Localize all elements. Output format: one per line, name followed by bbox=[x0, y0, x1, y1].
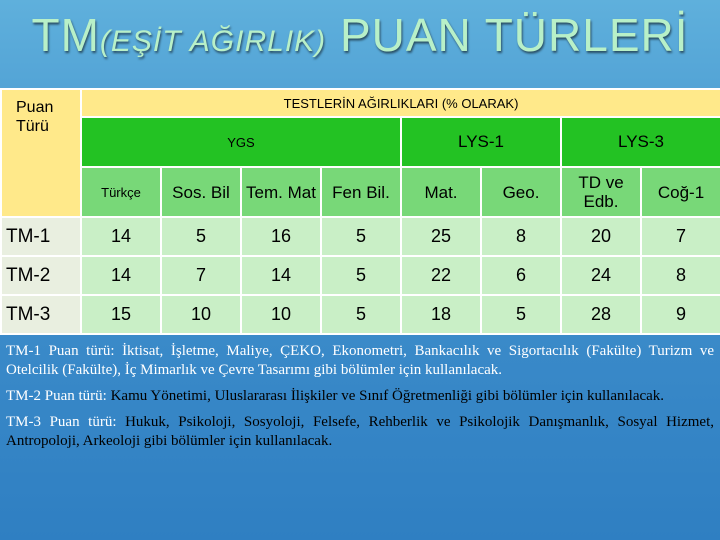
table-cell: 5 bbox=[481, 295, 561, 334]
note-text: Hukuk, Psikoloji, Sosyoloji, Felsefe, Rehberlik ve Psikolojik Danışmanlık, Sosyal Hizmet, Antropoloji, Arkeoloji gibi bölümler için kullanılacak. bbox=[6, 414, 714, 449]
table-row bbox=[1, 256, 720, 295]
table-cell: 22 bbox=[401, 256, 481, 295]
group-lys1: LYS-1 bbox=[401, 117, 561, 167]
note-tm2 bbox=[6, 387, 714, 406]
group-ygs: YGS bbox=[81, 117, 401, 167]
title-main-suffix: PUAN TÜRLERİ bbox=[326, 9, 689, 61]
table-cell: 10 bbox=[161, 295, 241, 334]
note-label: TM-2 Puan türü: bbox=[6, 388, 107, 404]
title-main-prefix: TM bbox=[31, 9, 100, 61]
table-row bbox=[1, 217, 720, 256]
col-turkce: Türkçe bbox=[81, 167, 161, 217]
table-row bbox=[1, 295, 720, 334]
note-tm1 bbox=[6, 342, 714, 380]
table-cell: 10 bbox=[241, 295, 321, 334]
table-cell: 28 bbox=[561, 295, 641, 334]
weights-table bbox=[0, 88, 720, 335]
page-title bbox=[0, 8, 720, 62]
table-cell: 18 bbox=[401, 295, 481, 334]
table-cell: 15 bbox=[81, 295, 161, 334]
table-cell: 16 bbox=[241, 217, 321, 256]
table-cell: 8 bbox=[481, 217, 561, 256]
table-cell: 24 bbox=[561, 256, 641, 295]
table-cell: 9 bbox=[641, 295, 720, 334]
table-cell: 20 bbox=[561, 217, 641, 256]
table-cell: 7 bbox=[161, 256, 241, 295]
row-header: Puan Türü bbox=[1, 89, 81, 217]
table-cell: 5 bbox=[321, 217, 401, 256]
col-mat: Mat. bbox=[401, 167, 481, 217]
col-td-edb: TD ve Edb. bbox=[561, 167, 641, 217]
row-name-tm3: TM-3 bbox=[1, 295, 81, 334]
note-text: İktisat, İşletme, Maliye, ÇEKO, Ekonometri, Bankacılık ve Sigortacılık (Fakülte) Turizm ve Otelcilik (Fakülte), İç Mimarlık ve Çevre Tasarımı gibi bölümler için kullanılacak. bbox=[6, 343, 714, 378]
row-name-tm2: TM-2 bbox=[1, 256, 81, 295]
table-cell: 5 bbox=[161, 217, 241, 256]
group-lys3: LYS-3 bbox=[561, 117, 720, 167]
table-cell: 14 bbox=[81, 256, 161, 295]
col-tem-mat: Tem. Mat bbox=[241, 167, 321, 217]
title-subtitle: (EŞİT AĞIRLIK) bbox=[99, 25, 327, 58]
table-cell: 6 bbox=[481, 256, 561, 295]
table-cell: 14 bbox=[241, 256, 321, 295]
notes-section bbox=[6, 342, 714, 458]
col-geo: Geo. bbox=[481, 167, 561, 217]
row-name-tm1: TM-1 bbox=[1, 217, 81, 256]
note-text: Kamu Yönetimi, Uluslararası İlişkiler ve Sınıf Öğretmenliği gibi bölümler için kullanılacak. bbox=[106, 388, 665, 404]
note-label: TM-1 Puan türü: bbox=[6, 343, 115, 359]
table-cell: 14 bbox=[81, 217, 161, 256]
col-sos-bil: Sos. Bil bbox=[161, 167, 241, 217]
col-cog1: Coğ-1 bbox=[641, 167, 720, 217]
col-fen-bil: Fen Bil. bbox=[321, 167, 401, 217]
table-cell: 5 bbox=[321, 295, 401, 334]
table-cell: 7 bbox=[641, 217, 720, 256]
table-cell: 25 bbox=[401, 217, 481, 256]
table-cell: 8 bbox=[641, 256, 720, 295]
note-label: TM-3 Puan türü: bbox=[6, 414, 117, 430]
super-header: TESTLERİN AĞIRLIKLARI (% OLARAK) bbox=[81, 89, 720, 117]
table-cell: 5 bbox=[321, 256, 401, 295]
note-tm3 bbox=[6, 413, 714, 451]
